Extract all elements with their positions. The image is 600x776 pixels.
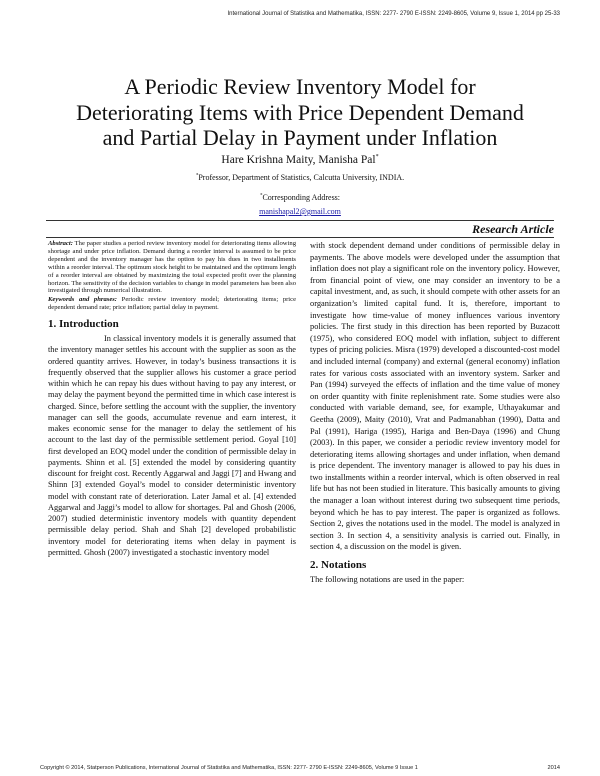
top-rule [46,220,554,221]
corresponding-mark: * [259,193,263,199]
section-1-heading: 1. Introduction [48,318,119,331]
intro-paragraph-left: In classical inventory models it is generally assumed that the inventory manager settles his account with the supplier as soon as the ordered quantity arrives. However, in today’s business transactions it is frequently observed that the supplier allows his customer a grace period within which he can repay his dues without having to pay any interest, or may delay the payment beyond the permitted time in which case interest is charged. Since, before settling the account with the supplier, the inventory manager can sell the goods, accumulate revenue and earn interest, it makes economic sense for the manager to delay the settlement of his account to the last day of the permissible settlement period. Goyal [10] first developed an EOQ model under the condition of permissible delay in payments. Shinn et al. [5] extended the model by considering quantity discount for freight cost. Recently Aggarwal and Jaggi [7] and Hwang and Shinn [3] extended Goyal’s model to consider deterministic inventory model with constant rate of deterioration. Later Jamal et al. [4] extended Aggarwal and Jaggi’s model to allow for shortages. Pal and Ghosh (2006, 2007) studied deterministic inventory models with quantity dependent permissible delay period. Shah and Shah [2] developed probabilistic inventory model for deteriorating items when delay in payment is permitted. Ghosh (2007) investigated a stochastic inventory model [48,334,296,557]
affiliation-line [0,173,600,182]
authors: Hare Krishna Maity, Manisha Pal [221,154,376,166]
title-line-1: A Periodic Review Inventory Model for [124,74,476,99]
title-line-2: Deteriorating Items with Price Dependent Demand [76,99,524,125]
journal-header: International Journal of Statistika and Mathematika, ISSN: 2277- 2790 E-ISSN: 2249-8605, Volume 9, Issue 1, 2014 pp 25-33 [227,11,560,17]
affiliation: Professor, Department of Statistics, Calcutta University, INDIA. [198,173,405,182]
page-footer [40,765,560,771]
left-column [48,240,296,558]
corresponding-label: Corresponding Address: [262,193,341,202]
paper-title [30,74,570,151]
abstract-text: The paper studies a period review inventory model for deteriorating items allowing shortage and under price inflation. Demand during a reorder interval is assumed to be price dependent and the inventory manager has the option to pay his dues in two installments within a reorder interval. The optimum stock height to be maintained and the optimum length of a reorder interval are obtained by maximizing the total expected profit over the planning horizon. The sensitivity of the decision variables to change in model parameters has been also investigated through numerical illustration. [48,240,296,295]
email-link[interactable]: manishapal2@gmail.com [259,207,341,216]
abstract-label: Abstract: [48,240,73,247]
affiliation-mark: * [195,173,199,179]
notations-intro: The following notations are used in the paper: [310,575,465,585]
footer-year: 2014 [547,765,560,771]
abstract [48,240,296,295]
title-line-3: and Partial Delay in Payment under Inflation [102,125,498,150]
right-column [310,240,560,586]
keywords [48,296,296,312]
footer-copyright: Copyright © 2014, Statperson Publications, International Journal of Statistika and Mathematika, ISSN: 2277- 2790 E-ISSN: 2249-8605, Volume 9 Issue 1 [40,765,418,771]
author-mark: * [375,154,379,161]
intro-paragraph-right: with stock dependent demand under conditions of permissible delay in payments. The above models were developed under the assumption that inflation does not play a significant role on the inventory policy. However, from financial point of view, one may consider an inventory to be a capital investment, and, as such, it should compete with other assets for an organization’s limited capital fund. It is, therefore, important to investigate how time-value of money influences various inventory policies. The first study in this direction has been reported by Buzacott (1975), who considered EOQ model with inflation, subject to different types of pricing policies. Misra (1979) developed a discounted-cost model and included internal (company) and external (general economy) inflation rates for various costs associated with an inventory system. Sarker and Pan (1994) surveyed the effects of inflation and the time value of money on order quantity with finite replenishment rate. Some studies were also conducted with variable demand, see, for example, Uthayakumar and Geetha (2009), Maity (2010), Vrat and Padmanabhan (1990), Datta and Pal (1991), Hariga (1995), Hariga and Ben-Daya (1996) and Chung (2003). In this paper, we consider a periodic review inventory model for deteriorating items allowing shortages and under inflation, when demand is price dependent. The inventory manager is allowed to pay his dues in two installments within a reorder interval, which is often observed in real life but has not been studied in literature. This basically amounts to giving the manager a loan without interest during two subsequent time periods, beyond which he has to pay interest. The paper is organized as follows. Section 2, gives the notations used in the model. The model is analyzed in section 3. In section 4, a sensitivity analysis is carried out. Finally, in section 4, a discussion on the model is given. [310,241,560,552]
bottom-rule [46,237,554,238]
section-2-heading: 2. Notations [310,559,367,572]
corresponding-line [0,193,600,202]
authors-line [0,154,600,166]
keywords-text: Periodic review inventory model; deteriorating items; price dependent demand rate; price inflation; partial delay in payment. [48,296,296,312]
keywords-label: Keywords and phrases: [48,296,118,304]
article-type: Research Article [472,222,554,236]
